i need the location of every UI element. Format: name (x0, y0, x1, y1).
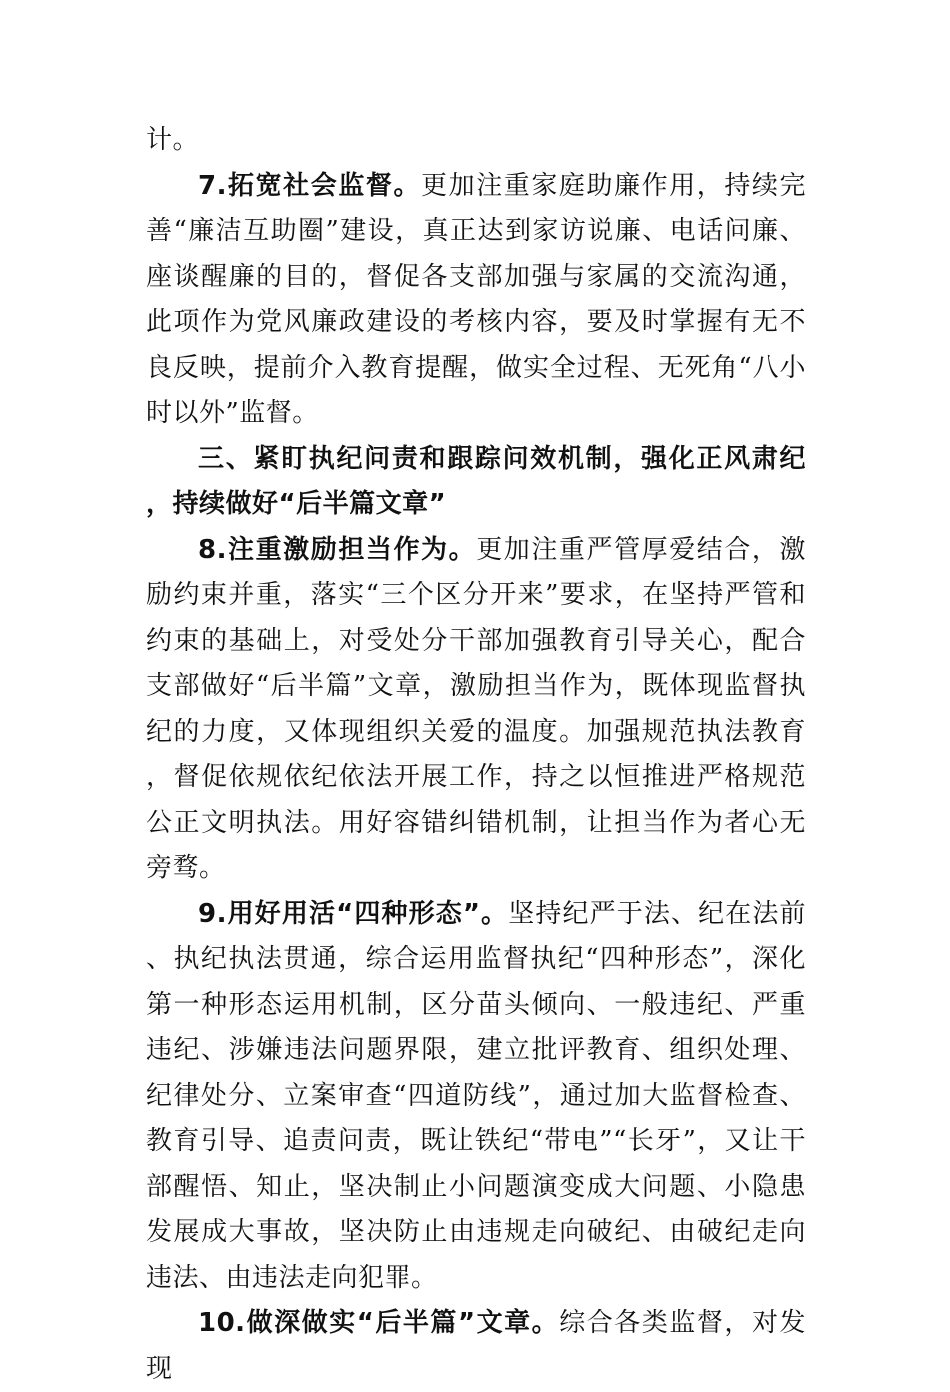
item-9-title: 9.用好用活“四种形态”。 (198, 898, 509, 929)
item-9-body: 坚持纪严于法、纪在法前、执纪执法贯通，综合运用监督执纪“四种形态”，深化第一种形态运用机制，区分苗头倾向、一般违纪、严重违纪、涉嫌违法问题界限，建立批评教育、组织处理、纪律处分、立案审查“四道防线”，通过加大监督检查、教育引导、追责问责，既让铁纪“带电”“长牙”，又让干部醒悟、知止，坚决制止小问题演变成大问题、小隐患发展成大事故，坚决防止由违规走向破纪、由破纪走向违法、由违法走向犯罪。 (146, 898, 806, 1293)
item-8-title: 8.注重激励担当作为。 (198, 534, 477, 565)
item-7-body: 更加注重家庭助廉作用，持续完善“廉洁互助圈”建设，真正达到家访说廉、电话问廉、座谈醒廉的目的，督促各支部加强与家属的交流沟通，此项作为党风廉政建设的考核内容，要及时掌握有无不良反映，提前介入教育提醒，做实全过程、无死角“八小时以外”监督。 (146, 170, 806, 428)
item-10-body: 综合各类监督，对发现 (146, 1308, 806, 1384)
item-7-paragraph (146, 164, 806, 437)
item-7-title: 7.拓宽社会监督。 (198, 170, 422, 201)
document-page (146, 118, 806, 1392)
item-10-title: 10.做深做实“后半篇”文章。 (198, 1308, 560, 1338)
item-10-paragraph (146, 1301, 806, 1392)
item-8-paragraph (146, 528, 806, 892)
continuation-text: 计。 (146, 125, 200, 155)
section-3-heading: 三、紧盯执纪问责和跟踪问效机制，强化正风肃纪，持续做好“后半篇文章” (146, 443, 806, 519)
item-8-body: 更加注重严管厚爱结合，激励约束并重，落实“三个区分开来”要求，在坚持严管和约束的基础上，对受处分干部加强教育引导关心，配合支部做好“后半篇”文章，激励担当作为，既体现监督执纪的力度，又体现组织关爱的温度。加强规范执法教育，督促依规依纪依法开展工作，持之以恒推进严格规范公正文明执法。用好容错纠错机制，让担当作为者心无旁骛。 (146, 534, 806, 883)
item-9-paragraph (146, 892, 806, 1302)
